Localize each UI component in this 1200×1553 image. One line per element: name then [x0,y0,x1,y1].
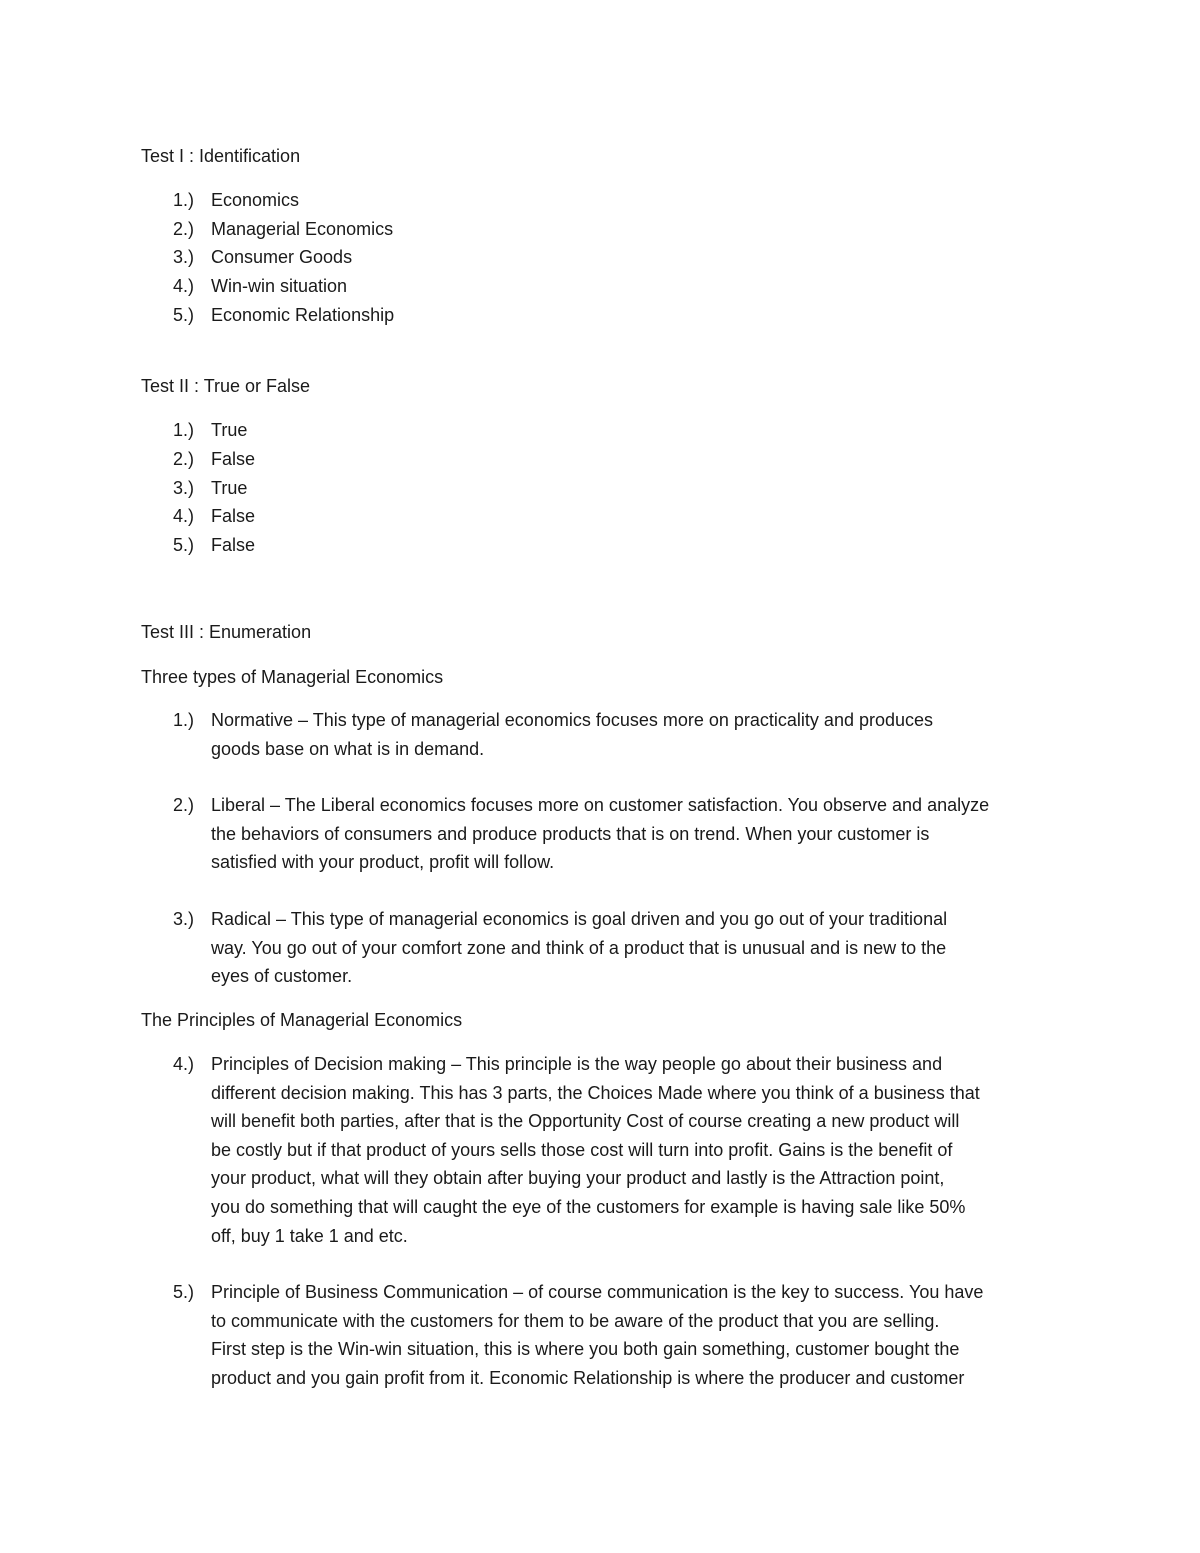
paragraph-line: First step is the Win-win situation, this is where you both gain something, customer bought the [211,1339,960,1360]
item-number: 5.) [173,1282,195,1302]
item-text: Consumer Goods [211,247,353,267]
item-number: 5.) [173,535,195,555]
item-text: Economic Relationship [211,305,395,325]
list-item [173,533,255,557]
item-number: 1.) [173,190,195,210]
paragraph-line: be costly but if that product of yours sells those cost will turn into profit. Gains is the benefit of [211,1139,953,1160]
item-number: 4.) [173,276,195,296]
list-item [173,217,393,241]
paragraph-line: your product, what will they obtain after buying your product and lastly is the Attraction point, [211,1168,945,1189]
item-text: Win-win situation [211,276,348,296]
item-text: True [211,420,248,440]
item-text: False [211,506,256,526]
item-number: 5.) [173,305,195,325]
paragraph-line: eyes of customer. [211,966,353,987]
item-number: 4.) [173,1054,195,1074]
item-number: 3.) [173,909,195,929]
test2-title: Test II : True or False [141,376,311,396]
item-text: Economics [211,190,300,210]
paragraph-line: different decision making. This has 3 parts, the Choices Made where you think of a business that [211,1082,980,1103]
paragraph-line: will benefit both parties, after that is the Opportunity Cost of course creating a new product will [211,1111,960,1132]
item-number: 3.) [173,478,195,498]
item-paragraph [211,905,1071,991]
paragraph-line: goods base on what is in demand. [211,738,485,759]
principles-heading: The Principles of Managerial Economics [141,1010,463,1030]
list-item [173,274,347,298]
paragraph-line: the behaviors of consumers and produce products that is on trend. When your customer is [211,823,930,844]
paragraph-line: Normative – This type of managerial economics focuses more on practicality and produces [211,710,934,730]
test3-title: Test III : Enumeration [141,622,312,642]
item-number: 3.) [173,247,195,267]
paragraph-line: off, buy 1 take 1 and etc. [211,1225,408,1246]
types-heading: Three types of Managerial Economics [141,667,444,687]
paragraph-line: satisfied with your product, profit will follow. [211,852,555,873]
item-paragraph [211,706,1071,763]
item-text: Managerial Economics [211,219,394,239]
item-number: 1.) [173,710,195,730]
item-number: 4.) [173,506,195,526]
item-paragraph [211,1278,1071,1392]
test1-title: Test I : Identification [141,146,301,166]
paragraph-line: product and you gain profit from it. Economic Relationship is where the producer and customer [211,1367,965,1388]
paragraph-line: way. You go out of your comfort zone and think of a product that is unusual and is new to the [211,937,947,958]
list-item [173,447,255,471]
list-item [173,418,247,442]
item-number: 2.) [173,449,195,469]
item-text: False [211,535,256,555]
paragraph-line: Principle of Business Communication – of course communication is the key to success. You have [211,1282,984,1302]
paragraph-line: Liberal – The Liberal economics focuses more on customer satisfaction. You observe and analyze [211,795,990,815]
item-number: 2.) [173,795,195,815]
list-item [173,476,247,500]
item-number: 1.) [173,420,195,440]
paragraph-line: to communicate with the customers for them to be aware of the product that you are selling. [211,1310,940,1331]
item-text: False [211,449,256,469]
item-paragraph [211,1050,1071,1250]
paragraph-line: Principles of Decision making – This principle is the way people go about their business and [211,1054,943,1074]
list-item [173,245,352,269]
list-item [173,188,299,212]
item-paragraph [211,791,1071,877]
list-item [173,303,394,327]
paragraph-line: Radical – This type of managerial economics is goal driven and you go out of your traditional [211,909,948,929]
list-item [173,504,255,528]
paragraph-line: you do something that will caught the eye of the customers for example is having sale like 50% [211,1196,966,1217]
item-number: 2.) [173,219,195,239]
item-text: True [211,478,248,498]
